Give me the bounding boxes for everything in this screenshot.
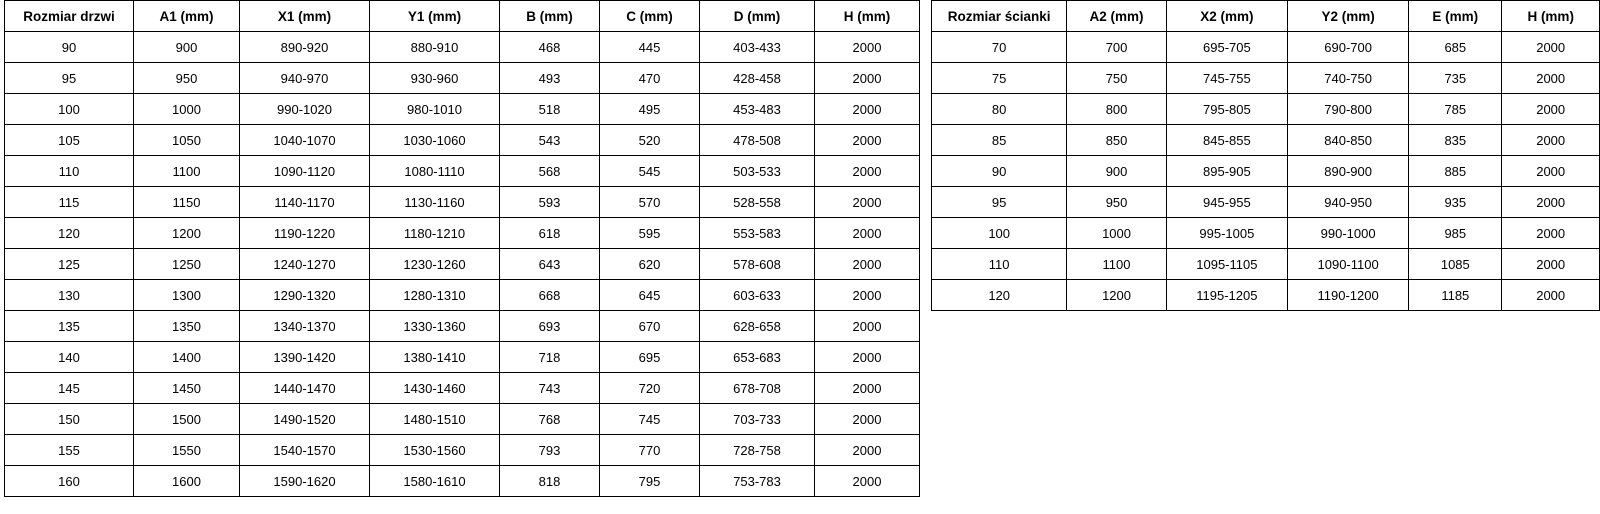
table-row [5, 342, 920, 373]
walls-cell: 90 [932, 156, 1067, 187]
doors-cell: 2000 [815, 280, 920, 311]
walls-cell: 1095-1105 [1166, 249, 1287, 280]
doors-cell: 90 [5, 32, 134, 63]
doors-cell: 1000 [134, 94, 240, 125]
doors-cell: 110 [5, 156, 134, 187]
doors-cell: 1580-1610 [370, 466, 500, 497]
doors-cell: 645 [600, 280, 700, 311]
doors-cell: 1340-1370 [240, 311, 370, 342]
doors-cell: 693 [500, 311, 600, 342]
doors-table-header [5, 1, 920, 32]
doors-cell: 720 [600, 373, 700, 404]
walls-cell: 2000 [1502, 94, 1600, 125]
doors-cell: 670 [600, 311, 700, 342]
doors-cell: 1300 [134, 280, 240, 311]
doors-cell: 95 [5, 63, 134, 94]
walls-cell: 940-950 [1288, 187, 1409, 218]
table-row [5, 373, 920, 404]
doors-cell: 140 [5, 342, 134, 373]
walls-cell: 75 [932, 63, 1067, 94]
doors-column-header: Rozmiar drzwi [5, 1, 134, 32]
doors-cell: 890-920 [240, 32, 370, 63]
doors-cell: 120 [5, 218, 134, 249]
walls-cell: 895-905 [1166, 156, 1287, 187]
doors-cell: 518 [500, 94, 600, 125]
walls-cell: 935 [1409, 187, 1502, 218]
walls-cell: 690-700 [1288, 32, 1409, 63]
doors-cell: 1480-1510 [370, 404, 500, 435]
walls-cell: 1190-1200 [1288, 280, 1409, 311]
doors-cell: 1030-1060 [370, 125, 500, 156]
walls-cell: 1000 [1067, 218, 1166, 249]
doors-column-header: Y1 (mm) [370, 1, 500, 32]
doors-column-header: B (mm) [500, 1, 600, 32]
walls-cell: 790-800 [1288, 94, 1409, 125]
walls-cell: 2000 [1502, 63, 1600, 94]
doors-cell: 728-758 [700, 435, 815, 466]
doors-cell: 695 [600, 342, 700, 373]
doors-cell: 818 [500, 466, 600, 497]
doors-cell: 718 [500, 342, 600, 373]
walls-cell: 735 [1409, 63, 1502, 94]
walls-cell: 1200 [1067, 280, 1166, 311]
walls-cell: 840-850 [1288, 125, 1409, 156]
walls-cell: 1100 [1067, 249, 1166, 280]
doors-cell: 618 [500, 218, 600, 249]
doors-cell: 2000 [815, 125, 920, 156]
doors-cell: 2000 [815, 218, 920, 249]
doors-column-header: X1 (mm) [240, 1, 370, 32]
doors-cell: 1600 [134, 466, 240, 497]
doors-cell: 130 [5, 280, 134, 311]
doors-cell: 1400 [134, 342, 240, 373]
doors-cell: 1200 [134, 218, 240, 249]
doors-cell: 115 [5, 187, 134, 218]
walls-cell: 995-1005 [1166, 218, 1287, 249]
table-row [5, 404, 920, 435]
table-row [5, 63, 920, 94]
doors-cell: 105 [5, 125, 134, 156]
walls-cell: 1090-1100 [1288, 249, 1409, 280]
doors-cell: 493 [500, 63, 600, 94]
doors-cell: 2000 [815, 342, 920, 373]
doors-cell: 470 [600, 63, 700, 94]
walls-cell: 1085 [1409, 249, 1502, 280]
doors-cell: 1450 [134, 373, 240, 404]
walls-cell: 700 [1067, 32, 1166, 63]
walls-cell: 2000 [1502, 218, 1600, 249]
doors-cell: 2000 [815, 63, 920, 94]
table-row [5, 32, 920, 63]
doors-cell: 1140-1170 [240, 187, 370, 218]
walls-cell: 850 [1067, 125, 1166, 156]
walls-cell: 70 [932, 32, 1067, 63]
walls-dimensions-table [931, 0, 1600, 311]
doors-cell: 678-708 [700, 373, 815, 404]
walls-cell: 845-855 [1166, 125, 1287, 156]
doors-cell: 1490-1520 [240, 404, 370, 435]
doors-cell: 1050 [134, 125, 240, 156]
doors-cell: 1040-1070 [240, 125, 370, 156]
walls-cell: 695-705 [1166, 32, 1287, 63]
doors-cell: 703-733 [700, 404, 815, 435]
doors-cell: 880-910 [370, 32, 500, 63]
doors-cell: 453-483 [700, 94, 815, 125]
doors-column-header: C (mm) [600, 1, 700, 32]
doors-cell: 528-558 [700, 187, 815, 218]
doors-cell: 593 [500, 187, 600, 218]
doors-cell: 1430-1460 [370, 373, 500, 404]
doors-cell: 545 [600, 156, 700, 187]
doors-cell: 1350 [134, 311, 240, 342]
table-row [932, 94, 1600, 125]
table-row [932, 32, 1600, 63]
table-header-row [5, 1, 920, 32]
doors-cell: 950 [134, 63, 240, 94]
walls-cell: 785 [1409, 94, 1502, 125]
doors-cell: 770 [600, 435, 700, 466]
doors-cell: 1530-1560 [370, 435, 500, 466]
doors-dimensions-table [4, 0, 920, 497]
doors-cell: 1280-1310 [370, 280, 500, 311]
walls-cell: 795-805 [1166, 94, 1287, 125]
doors-cell: 793 [500, 435, 600, 466]
table-row [932, 218, 1600, 249]
walls-cell: 100 [932, 218, 1067, 249]
table-row [5, 280, 920, 311]
doors-cell: 2000 [815, 466, 920, 497]
doors-cell: 980-1010 [370, 94, 500, 125]
walls-column-header: Y2 (mm) [1288, 1, 1409, 32]
walls-cell: 120 [932, 280, 1067, 311]
walls-cell: 110 [932, 249, 1067, 280]
doors-cell: 553-583 [700, 218, 815, 249]
doors-cell: 940-970 [240, 63, 370, 94]
doors-cell: 150 [5, 404, 134, 435]
doors-cell: 403-433 [700, 32, 815, 63]
walls-cell: 745-755 [1166, 63, 1287, 94]
doors-cell: 2000 [815, 404, 920, 435]
doors-cell: 900 [134, 32, 240, 63]
walls-cell: 950 [1067, 187, 1166, 218]
doors-cell: 125 [5, 249, 134, 280]
doors-cell: 1500 [134, 404, 240, 435]
doors-cell: 1390-1420 [240, 342, 370, 373]
walls-cell: 835 [1409, 125, 1502, 156]
walls-column-header: H (mm) [1502, 1, 1600, 32]
walls-column-header: E (mm) [1409, 1, 1502, 32]
doors-cell: 603-633 [700, 280, 815, 311]
table-row [932, 156, 1600, 187]
doors-cell: 100 [5, 94, 134, 125]
doors-cell: 620 [600, 249, 700, 280]
table-row [932, 249, 1600, 280]
doors-column-header: D (mm) [700, 1, 815, 32]
walls-cell: 2000 [1502, 125, 1600, 156]
table-row [5, 187, 920, 218]
walls-cell: 2000 [1502, 156, 1600, 187]
doors-cell: 1100 [134, 156, 240, 187]
doors-cell: 520 [600, 125, 700, 156]
walls-cell: 685 [1409, 32, 1502, 63]
walls-cell: 85 [932, 125, 1067, 156]
doors-cell: 1130-1160 [370, 187, 500, 218]
doors-cell: 2000 [815, 435, 920, 466]
doors-cell: 990-1020 [240, 94, 370, 125]
doors-cell: 768 [500, 404, 600, 435]
walls-cell: 2000 [1502, 32, 1600, 63]
table-row [5, 94, 920, 125]
walls-column-header: Rozmiar ścianki [932, 1, 1067, 32]
doors-cell: 743 [500, 373, 600, 404]
walls-dimensions-table-container [931, 0, 1600, 311]
doors-table-body [5, 32, 920, 497]
table-row [5, 249, 920, 280]
table-header-row [932, 1, 1600, 32]
walls-cell: 890-900 [1288, 156, 1409, 187]
walls-cell: 95 [932, 187, 1067, 218]
doors-cell: 1330-1360 [370, 311, 500, 342]
doors-cell: 145 [5, 373, 134, 404]
doors-cell: 428-458 [700, 63, 815, 94]
walls-cell: 80 [932, 94, 1067, 125]
doors-cell: 1380-1410 [370, 342, 500, 373]
walls-cell: 990-1000 [1288, 218, 1409, 249]
doors-cell: 668 [500, 280, 600, 311]
doors-cell: 2000 [815, 94, 920, 125]
doors-cell: 1150 [134, 187, 240, 218]
walls-table-header [932, 1, 1600, 32]
doors-cell: 595 [600, 218, 700, 249]
doors-column-header: A1 (mm) [134, 1, 240, 32]
doors-cell: 643 [500, 249, 600, 280]
doors-cell: 2000 [815, 373, 920, 404]
doors-cell: 2000 [815, 156, 920, 187]
walls-cell: 1185 [1409, 280, 1502, 311]
table-row [932, 125, 1600, 156]
table-row [932, 187, 1600, 218]
walls-column-header: X2 (mm) [1166, 1, 1287, 32]
table-row [5, 125, 920, 156]
doors-cell: 468 [500, 32, 600, 63]
walls-cell: 2000 [1502, 280, 1600, 311]
doors-cell: 1230-1260 [370, 249, 500, 280]
table-row [932, 63, 1600, 94]
doors-cell: 1240-1270 [240, 249, 370, 280]
doors-cell: 795 [600, 466, 700, 497]
doors-cell: 745 [600, 404, 700, 435]
doors-cell: 628-658 [700, 311, 815, 342]
doors-cell: 160 [5, 466, 134, 497]
doors-cell: 1190-1220 [240, 218, 370, 249]
doors-cell: 1250 [134, 249, 240, 280]
doors-cell: 1290-1320 [240, 280, 370, 311]
walls-cell: 945-955 [1166, 187, 1287, 218]
doors-cell: 1440-1470 [240, 373, 370, 404]
doors-cell: 930-960 [370, 63, 500, 94]
walls-cell: 900 [1067, 156, 1166, 187]
walls-cell: 2000 [1502, 187, 1600, 218]
doors-cell: 753-783 [700, 466, 815, 497]
table-row [932, 280, 1600, 311]
doors-cell: 1090-1120 [240, 156, 370, 187]
doors-cell: 2000 [815, 187, 920, 218]
table-row [5, 435, 920, 466]
doors-cell: 478-508 [700, 125, 815, 156]
walls-cell: 750 [1067, 63, 1166, 94]
doors-cell: 570 [600, 187, 700, 218]
doors-cell: 1540-1570 [240, 435, 370, 466]
doors-cell: 1080-1110 [370, 156, 500, 187]
walls-cell: 1195-1205 [1166, 280, 1287, 311]
doors-cell: 578-608 [700, 249, 815, 280]
doors-cell: 1590-1620 [240, 466, 370, 497]
table-row [5, 156, 920, 187]
doors-cell: 1550 [134, 435, 240, 466]
doors-cell: 2000 [815, 32, 920, 63]
walls-table-body [932, 32, 1600, 311]
walls-column-header: A2 (mm) [1067, 1, 1166, 32]
doors-cell: 495 [600, 94, 700, 125]
doors-column-header: H (mm) [815, 1, 920, 32]
doors-cell: 2000 [815, 249, 920, 280]
doors-cell: 2000 [815, 311, 920, 342]
doors-cell: 1180-1210 [370, 218, 500, 249]
walls-cell: 740-750 [1288, 63, 1409, 94]
doors-dimensions-table-container [4, 0, 920, 497]
walls-cell: 800 [1067, 94, 1166, 125]
table-row [5, 311, 920, 342]
doors-cell: 568 [500, 156, 600, 187]
doors-cell: 155 [5, 435, 134, 466]
table-row [5, 466, 920, 497]
doors-cell: 653-683 [700, 342, 815, 373]
doors-cell: 543 [500, 125, 600, 156]
doors-cell: 503-533 [700, 156, 815, 187]
table-row [5, 218, 920, 249]
walls-cell: 2000 [1502, 249, 1600, 280]
doors-cell: 445 [600, 32, 700, 63]
walls-cell: 885 [1409, 156, 1502, 187]
walls-cell: 985 [1409, 218, 1502, 249]
doors-cell: 135 [5, 311, 134, 342]
